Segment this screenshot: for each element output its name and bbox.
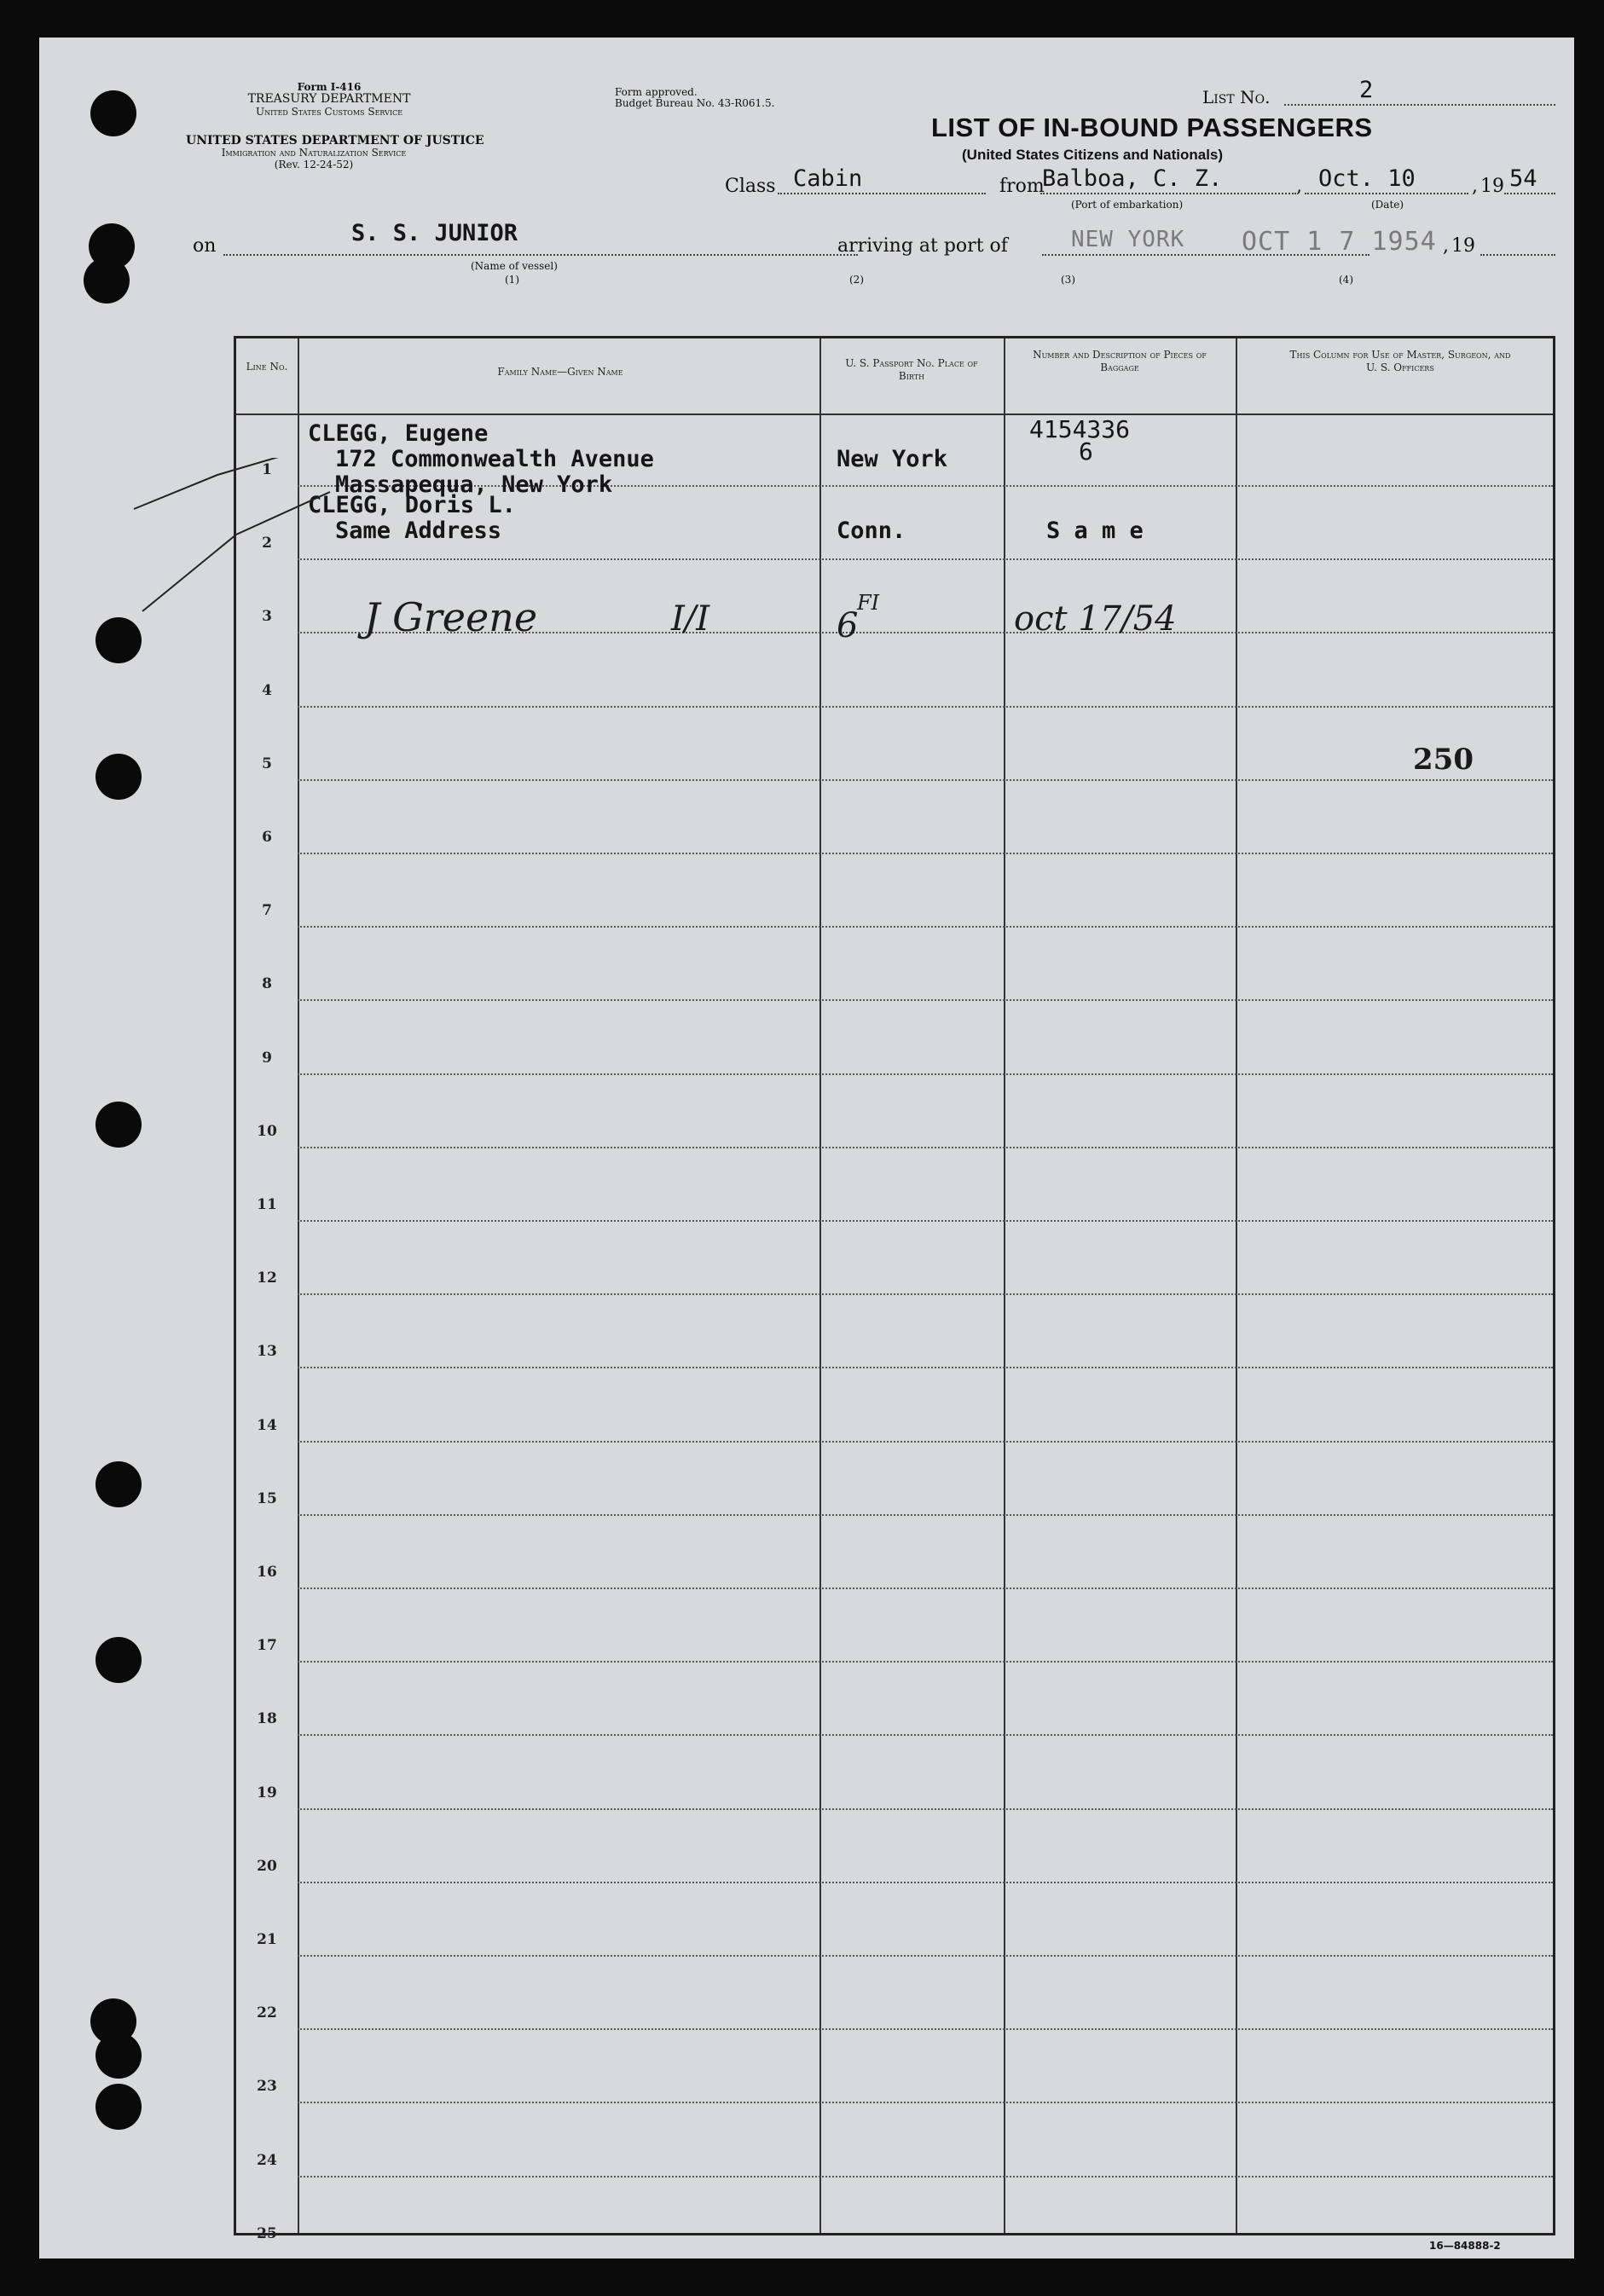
table-row: [236, 1369, 1553, 1443]
document-page: Form I-416 TREASURY DEPARTMENT United States Customs Service UNITED STATES DEPARTMENT OF JUSTICE Immigration and Naturalization Service (Rev. 12-24-52) Form approved. Budget Bureau No. 43-R061.5. List No. 2 LIST OF IN-BOUND PASSENGERS (United States Citizens and Nationals) Class Cabin from Balboa, C. Z. (Port of embarkation) , Oct. 10 (Date) , 19 54 on S. S. JUNIOR (Name of vessel) (1) arriving at port of (2) NEW YORK (3) OCT 1 7 1954 (4) , 19 Line No. Family Name—Given Name U. S. Passport No. Place of Birth Number and Description of Pieces of Baggage This Column for Use of Master, Surgeon, and U. S. Officers 1 2 3 4 5 6 7 8 9 10 11 12 13 14 15 16 17 18 19 20 21 22 23 24 25 CLEGG, Eugene 172 Commonwealth Avenue Massapequa, New York New York 4154336 6 CLEGG, Doris L. Same Address Conn. S a m e J Greene I/I 6 FI oct 17/54 250 16—84888-2: [39, 38, 1574, 2258]
table-row: [236, 1737, 1553, 1810]
table-row: [236, 1075, 1553, 1148]
line-number: 25: [257, 2224, 277, 2242]
handwritten-date: oct 17/54: [1014, 599, 1177, 639]
arrival-year-prefix: 19: [1451, 235, 1475, 257]
line-number: 2: [262, 535, 272, 552]
port-num: (3): [1061, 274, 1075, 286]
binder-hole: [84, 257, 130, 304]
line-number: 17: [257, 1637, 277, 1655]
form-approved: Form approved.: [615, 86, 698, 98]
header-line-no: Line No.: [246, 361, 288, 373]
justice-department: UNITED STATES DEPARTMENT OF JUSTICE: [186, 134, 484, 147]
table-row: [236, 2104, 1553, 2177]
class-value: Cabin: [793, 165, 863, 192]
entry-1-birthplace: New York: [837, 446, 948, 472]
table-row: [236, 1148, 1553, 1222]
budget-bureau-no: Budget Bureau No. 43-R061.5.: [615, 97, 775, 110]
handwritten-count-sup: FI: [857, 591, 880, 615]
table-row: [236, 1883, 1553, 1957]
line-number: 22: [257, 2004, 277, 2022]
line-number: 24: [257, 2151, 277, 2169]
date-caption: (Date): [1371, 199, 1404, 211]
entry-1-name: CLEGG, Eugene: [308, 420, 489, 447]
table-row: [236, 1222, 1553, 1295]
handwritten-signature: J Greene: [364, 594, 538, 640]
vessel-caption: (Name of vessel): [471, 260, 558, 272]
line-number: 16: [257, 1564, 277, 1581]
table-row: [236, 2030, 1553, 2103]
line-number: 1: [262, 461, 272, 478]
table-row: [236, 1589, 1553, 1663]
class-label: Class: [725, 176, 776, 197]
line-number: 18: [257, 1710, 277, 1728]
footer-code: 16—84888-2: [1429, 2240, 1501, 2252]
port-embarkation-caption: (Port of embarkation): [1071, 199, 1184, 211]
line-number: 23: [257, 2078, 277, 2096]
vessel-caption-num: (1): [505, 274, 519, 286]
from-value: Balboa, C. Z.: [1042, 165, 1223, 192]
arrival-date-stamp: OCT 1 7 1954: [1242, 227, 1437, 257]
line-number: 11: [257, 1196, 277, 1213]
handwritten-fraction: I/I: [671, 599, 710, 639]
treasury-department: TREASURY DEPARTMENT: [247, 92, 411, 107]
line-number: 21: [257, 1931, 277, 1948]
header-baggage: Number and Description of Pieces of Baggage: [1033, 349, 1207, 373]
line-number: 19: [257, 1784, 277, 1802]
line-number: 5: [262, 755, 272, 772]
header-passport: U. S. Passport No. Place of Birth: [845, 357, 978, 382]
customs-service: United States Customs Service: [255, 105, 403, 118]
table-row: [236, 1443, 1553, 1516]
table-row: [236, 1663, 1553, 1736]
binder-hole: [90, 90, 136, 136]
entry-1-address1: 172 Commonwealth Avenue: [335, 446, 654, 472]
entry-1-baggage-no: 4154336: [1029, 415, 1131, 443]
line-number: 12: [257, 1269, 277, 1287]
line-number: 15: [257, 1489, 277, 1507]
table-row: [236, 1295, 1553, 1368]
entry-2-birthplace: Conn.: [837, 518, 906, 544]
year-suffix: 54: [1509, 165, 1537, 192]
table-row: [236, 928, 1553, 1001]
binder-hole: [96, 754, 142, 800]
list-no-label: List No.: [1202, 87, 1271, 107]
binder-hole: [96, 2033, 142, 2079]
ins-service: Immigration and Naturalization Service: [221, 147, 407, 159]
from-label: from: [999, 176, 1045, 197]
entry-1-baggage-count: 6: [1079, 437, 1093, 466]
port-stamp: NEW YORK: [1071, 227, 1185, 252]
entry-2-baggage: S a m e: [1046, 518, 1144, 544]
check-marks: [117, 458, 458, 714]
officer-note: 250: [1413, 743, 1474, 777]
page-subtitle: (United States Citizens and Nationals): [962, 147, 1224, 163]
binder-hole: [96, 2084, 142, 2130]
line-number: 7: [262, 902, 272, 920]
binder-hole: [96, 1461, 142, 1507]
arrival-date-num: (4): [1339, 274, 1353, 286]
binder-hole: [96, 1637, 142, 1683]
year-prefix: 19: [1480, 176, 1504, 197]
table-row: [236, 2177, 1553, 2251]
table-row: [236, 708, 1553, 781]
form-number: Form I-416: [297, 81, 362, 93]
arriving-num: (2): [849, 274, 864, 286]
on-label: on: [193, 235, 217, 257]
passenger-table: [234, 336, 1555, 2242]
line-number: 14: [257, 1416, 277, 1434]
table-row: [236, 1002, 1553, 1075]
entry-2-name: CLEGG, Doris L.: [308, 492, 516, 518]
entry-2-address1: Same Address: [335, 518, 502, 544]
line-number: 9: [262, 1049, 272, 1067]
handwritten-count: 6: [837, 606, 859, 645]
list-no-value: 2: [1359, 77, 1374, 103]
page-title: LIST OF IN-BOUND PASSENGERS: [931, 113, 1373, 142]
binder-hole: [96, 1102, 142, 1148]
table-row: [236, 854, 1553, 928]
header-officers: This Column for Use of Master, Surgeon, and U. S. Officers: [1289, 349, 1511, 373]
arriving-label: arriving at port of: [837, 235, 1008, 257]
line-number: 20: [257, 1857, 277, 1875]
line-number: 4: [262, 681, 272, 699]
form-revision: (Rev. 12-24-52): [274, 158, 354, 171]
date-value: Oct. 10: [1318, 165, 1416, 192]
line-number: 13: [257, 1343, 277, 1361]
entry-1-address2: Massapequa, New York: [335, 471, 613, 498]
header-name: Family Name—Given Name: [497, 366, 623, 378]
vessel-name: S. S. JUNIOR: [351, 220, 518, 246]
line-number: 10: [257, 1122, 277, 1140]
line-number: 6: [262, 829, 272, 846]
table-row: [236, 1957, 1553, 2030]
table-row: [236, 781, 1553, 854]
line-number: 8: [262, 975, 272, 993]
line-number: 3: [262, 608, 272, 626]
table-row: [236, 1516, 1553, 1589]
table-row: [236, 1810, 1553, 1883]
